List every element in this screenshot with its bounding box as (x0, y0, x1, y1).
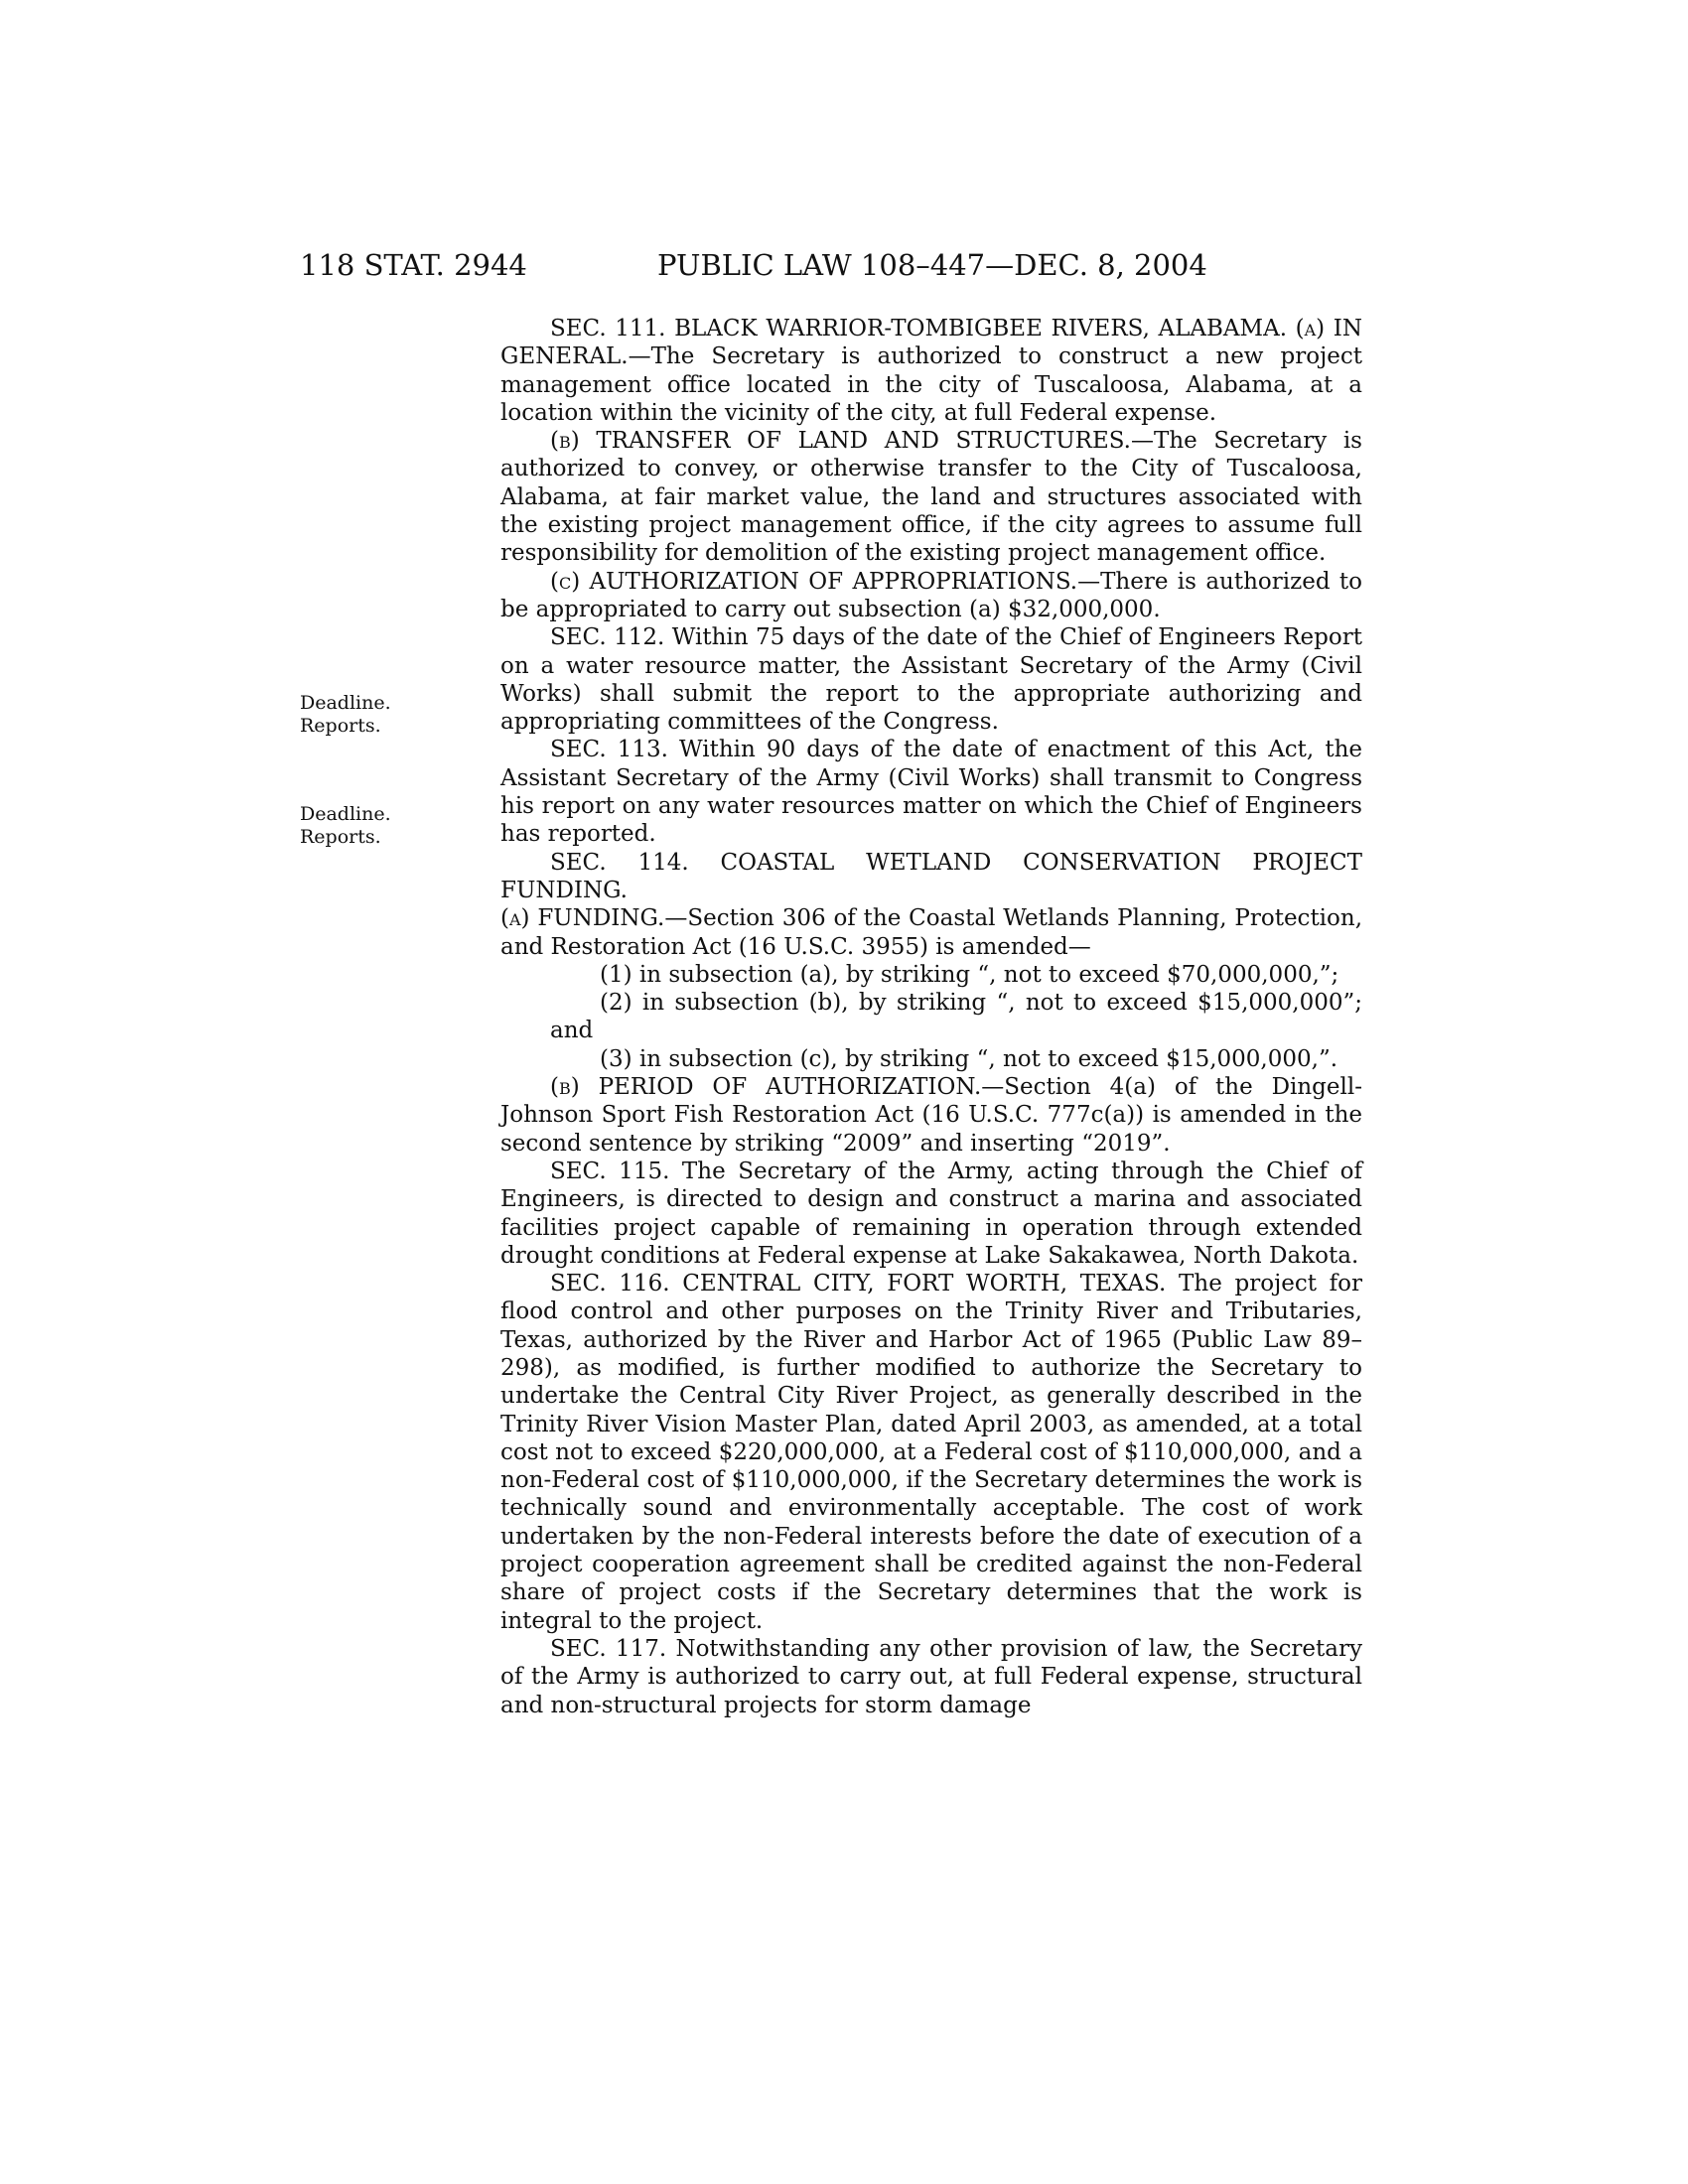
paragraph-text: The Secretary of the Army, acting through the Chief of Engineers, is directed to design and construct a marina and associated facilities project capable of remaining in operation through extended drought conditions at Federal expense at Lake Sakakawea, North Dakota. (500, 1158, 1362, 1269)
section-heading: SEC. 116. CENTRAL CITY, FORT WORTH, TEXAS. (550, 1271, 1167, 1297)
section-heading: SEC. 113. (550, 737, 668, 763)
paragraph-text: Section 4(a) of the Dingell-Johnson Sport Fish Restoration Act (16 U.S.C. 777c(a)) is amended in the second sentence by striking “2009” and inserting “2019”. (500, 1074, 1362, 1157)
margin-note-sec-112 (300, 692, 469, 738)
margin-note-label: Deadline. (300, 803, 391, 825)
margin-note-label: Reports. (300, 715, 381, 737)
paragraph-sec-114-a-1 (550, 961, 1362, 989)
law-title: PUBLIC LAW 108–447—DEC. 8, 2004 (657, 248, 1207, 282)
paragraph-sec-111-a (500, 315, 1362, 427)
paragraph-sec-113 (500, 736, 1362, 848)
paragraph-sec-114 (500, 849, 1362, 905)
paragraph-text: Section 306 of the Coastal Wetlands Planning, Protection, and Restoration Act (16 U.S.C. 3955) is amended— (500, 905, 1363, 960)
paragraph-sec-111-c (500, 568, 1362, 624)
page-citation: 118 STAT. 2944 (300, 248, 527, 282)
margin-note-label: Deadline. (300, 692, 391, 714)
section-heading: SEC. 115. (550, 1158, 670, 1184)
paragraph-sec-116 (500, 1270, 1362, 1635)
paragraph-text: (1) in subsection (a), by striking “, not to exceed $70,000,000,”; (600, 961, 1339, 988)
paragraph-sec-114-a-3 (550, 1045, 1362, 1073)
paragraph-text: Notwithstanding any other provision of law, the Secretary of the Army is authorized to carry out, at full Federal expense, structural and non-structural projects for storm damage (500, 1635, 1362, 1718)
paragraph-text: (2) in subsection (b), by striking “, not to exceed $15,000,000”; and (550, 990, 1362, 1044)
subsection-heading: (a) FUNDING.— (500, 905, 688, 932)
paragraph-sec-111-b (500, 427, 1362, 567)
paragraph-text: Within 90 days of the date of enactment of this Act, the Assistant Secretary of the Army (Civil Works) shall transmit to Congress his report on any water resources matter on which the Chief of Engineers has reported. (500, 737, 1362, 848)
document-body (500, 315, 1362, 1719)
paragraph-text: The Secretary is authorized to convey, or otherwise transfer to the City of Tuscaloosa, Alabama, at fair market value, the land and structures associated with the existing project management office, if the city agrees to assume full responsibility for demolition of the existing project management office. (500, 428, 1362, 567)
subsection-heading: (b) TRANSFER OF LAND AND STRUCTURES.— (550, 428, 1154, 455)
paragraph-sec-114-a-2 (550, 989, 1362, 1045)
paragraph-text: The Secretary is authorized to construct a new project management office located in the city of Tuscaloosa, Alabama, at a location within the vicinity of the city, at full Federal expense. (500, 343, 1362, 426)
section-heading: SEC. 112. (550, 624, 665, 651)
paragraph-sec-114-b (500, 1073, 1362, 1158)
section-heading: SEC. 114. COASTAL WETLAND CONSERVATION PROJECT FUNDING. (500, 849, 1362, 903)
margin-note-label: Reports. (300, 826, 381, 848)
paragraph-sec-117 (500, 1635, 1362, 1719)
paragraph-sec-114-a (500, 904, 1362, 961)
paragraph-text: (3) in subsection (c), by striking “, not to exceed $15,000,000,”. (600, 1045, 1338, 1072)
page-header (300, 248, 1581, 288)
margin-note-sec-113 (300, 803, 469, 849)
subsection-heading: (b) PERIOD OF AUTHORIZATION.— (550, 1074, 1005, 1101)
paragraph-text: Within 75 days of the date of the Chief of Engineers Report on a water resource matter, the Assistant Secretary of the Army (Civil Works) shall submit the report to the appropriate authorizing and appropriating committees of the Congress. (500, 624, 1362, 736)
subsection-heading: (c) AUTHORIZATION OF APPROPRIATIONS.— (550, 568, 1101, 595)
paragraph-sec-115 (500, 1158, 1362, 1270)
section-heading: SEC. 111. BLACK WARRIOR-TOMBIGBEE RIVERS, ALABAMA. (a) IN GENERAL.— (500, 316, 1362, 370)
section-heading: SEC. 117. (550, 1635, 667, 1662)
paragraph-text: There is authorized to be appropriated to carry out subsection (a) $32,000,000. (500, 568, 1362, 622)
paragraph-sec-112 (500, 623, 1362, 736)
paragraph-text: The project for flood control and other purposes on the Trinity River and Tributaries, Texas, authorized by the River and Harbor Act of 1965 (Public Law 89–298), as modified, is further modified to authorize the Secretary to undertake the Central City River Project, as generally described in the Trinity River Vision Master Plan, dated April 2003, as amended, at a total cost not to exceed $220,000,000, at a Federal cost of $110,000,000, and a non-Federal cost of $110,000,000, if the Secretary determines the work is technically sound and environmentally acceptable. The cost of work undertaken by the non-Federal interests before the date of execution of a project cooperation agreement shall be credited against the non-Federal share of project costs if the Secretary determines that the work is integral to the project. (500, 1271, 1362, 1634)
